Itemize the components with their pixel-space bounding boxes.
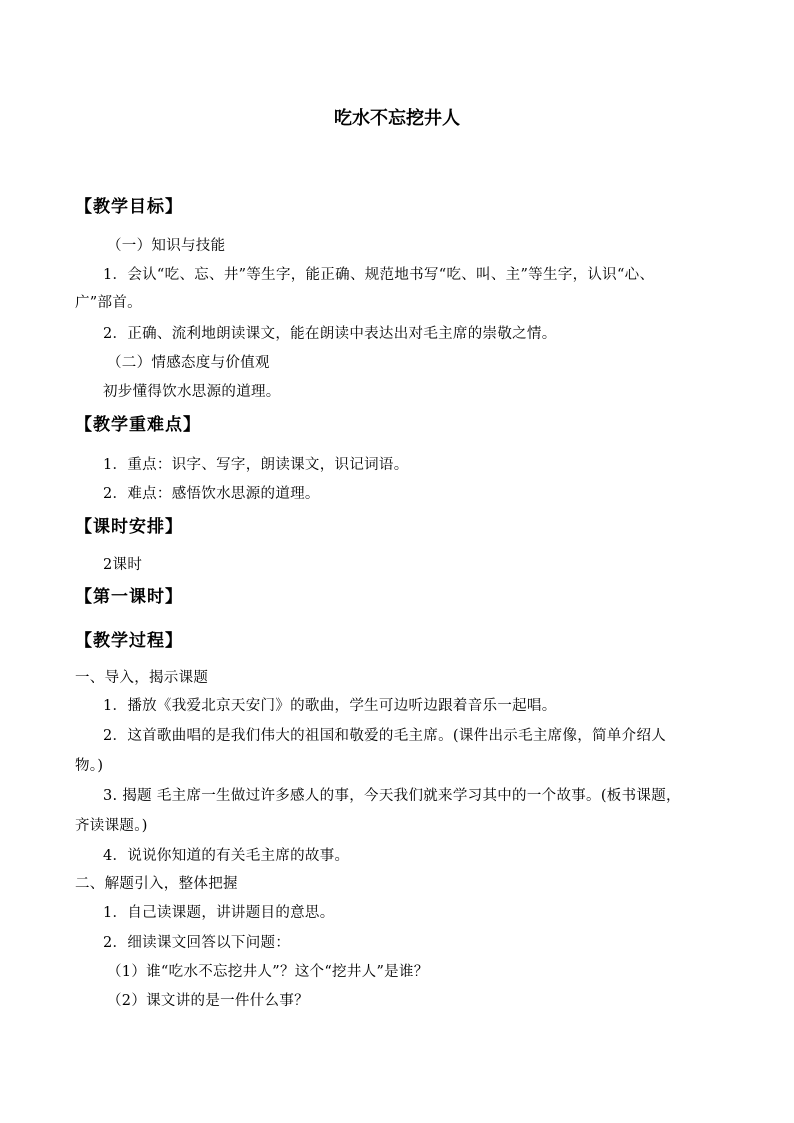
process-heading: 【教学过程】 (75, 631, 183, 651)
document-title: 吃水不忘挖井人 (334, 108, 460, 129)
goals-emotion-text: 初步懂得饮水思源的道理。 (103, 384, 281, 400)
part-two-item-2: 2．细读课文回答以下问题： (103, 935, 291, 951)
part-two-heading: 二、解题引入，整体把握 (75, 876, 238, 892)
part-one-item-2-line-1: 2．这首歌曲唱的是我们伟大的祖国和敬爱的毛主席。(课件出示毛主席像，简单介绍人 (103, 728, 667, 744)
key-points-heading: 【教学重难点】 (75, 415, 201, 435)
key-point-2: 2．难点：感悟饮水思源的道理。 (103, 486, 320, 502)
part-two-question-1: （1）谁“吃水不忘挖井人”？这个“挖井人”是谁？ (107, 964, 429, 980)
part-one-item-2-line-2: 物。) (75, 758, 104, 774)
part-two-item-1: 1．自己读课题，讲讲题目的意思。 (103, 905, 335, 921)
goals-heading: 【教学目标】 (75, 197, 183, 217)
schedule-text: 2课时 (103, 557, 143, 573)
part-two-question-2: （2）课文讲的是一件什么事？ (107, 993, 309, 1009)
goals-subheading-emotion: （二）情感态度与价值观 (107, 355, 270, 371)
part-one-heading: 一、导入，揭示课题 (75, 670, 209, 686)
goals-subheading-knowledge: （一）知识与技能 (107, 238, 226, 254)
goals-item-2: 2．正确、流利地朗读课文，能在朗读中表达出对毛主席的崇敬之情。 (103, 326, 557, 342)
key-point-1: 1．重点：识字、写字，朗读课文，识记词语。 (103, 457, 409, 473)
schedule-heading: 【课时安排】 (75, 517, 183, 537)
part-one-item-3-line-2: 齐读课题。) (75, 818, 148, 834)
part-one-item-3-line-1: 3. 揭题 毛主席一生做过许多感人的事，今天我们就来学习其中的一个故事。(板书课题， (103, 788, 681, 804)
part-one-item-1: 1．播放《我爱北京天安门》的歌曲，学生可边听边跟着音乐一起唱。 (103, 698, 557, 714)
goals-item-1-line-2: 广”部首。 (75, 295, 142, 311)
goals-item-1-line-1: 1．会认“吃、忘、井”等生字，能正确、规范地书写“吃、叫、主”等生字，认识“心、 (103, 267, 655, 283)
lesson-one-heading: 【第一课时】 (75, 587, 183, 607)
part-one-item-4: 4．说说你知道的有关毛主席的故事。 (103, 848, 350, 864)
